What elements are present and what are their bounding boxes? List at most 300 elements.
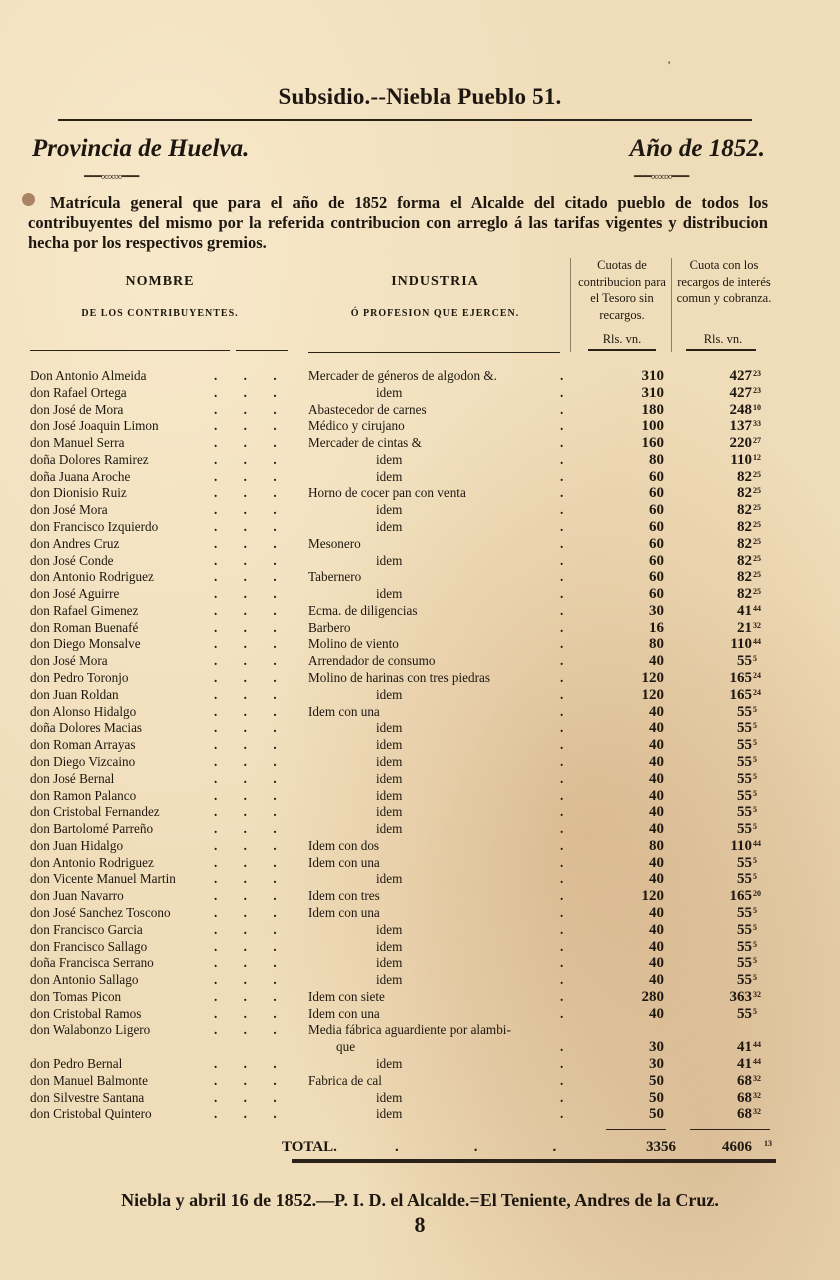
leader-dots: . . . [214,737,277,753]
quota-2-cell: 55 [737,921,752,938]
quota-2-cell: 110 [730,451,752,468]
quota-2-cents: 5 [753,805,757,815]
industry-cell: Tabernero [308,569,362,585]
page-number: 8 [414,1212,426,1237]
quota-2-cell: 55 [737,703,752,720]
leader-dots: . [560,451,564,467]
table-row [0,1039,840,1056]
name-column-subtitle: DE LOS CONTRIBUYENTES. [81,308,239,319]
quota-2-cell: 68 [737,1106,752,1123]
industry-cell: idem [376,1089,403,1105]
total-rule-1 [606,1129,666,1130]
quota-2-cents: 5 [753,721,757,731]
table-row [0,519,840,536]
quota-2-cents: 5 [753,905,757,915]
leader-dots: . . . [214,1005,277,1021]
table-row [0,502,840,519]
table-row [0,788,840,805]
contributor-name: don Walabonzo Ligero [30,1022,151,1038]
contributor-name: don Dionisio Ruiz [30,485,127,501]
quota-2-cents: 32 [753,1107,761,1117]
quota-1-cell: 30 [649,1055,664,1072]
contributor-name: don José de Mora [30,401,124,417]
quota-2-cell: 220 [729,435,752,452]
industry-cell: idem [376,451,403,467]
industry-cell: Ecma. de diligencias [308,602,418,618]
quota-1-cell: 16 [649,619,664,636]
quota-2-cents: 44 [753,1040,761,1050]
quota-2-cents: 32 [753,1090,761,1100]
table-row [0,653,840,670]
industry-cell: idem [376,804,403,820]
leader-dots: . [560,1055,564,1071]
ornament-right-icon: ━━━∞∞∞━━━ [634,171,689,183]
contributor-name: doña Dolores Macias [30,720,143,736]
leader-dots: . [560,1072,564,1088]
leader-dots: . . . [214,888,277,904]
leader-dots: . [560,384,564,400]
quota-2-cents: 5 [753,939,757,949]
leader-dots: . . . [214,1072,277,1088]
bottom-thick-rule [292,1159,776,1163]
table-row [0,754,840,771]
table-row [0,636,840,653]
table-row [0,1006,840,1023]
year-label: Año de 1852. [629,135,765,162]
industry-cell: Mercader de cintas & [308,435,422,451]
quota-2-cents: 44 [753,637,761,647]
leader-dots: . . . [214,368,277,383]
leader-dots: . [560,871,564,887]
industry-cell: Molino de viento [308,636,399,652]
quota-1-cell: 60 [649,485,664,502]
industry-cell: que [336,1039,356,1055]
leader-dots: . [560,519,564,535]
contributor-name: doña Dolores Ramirez [30,451,149,467]
quota-1-cell: 40 [649,904,664,921]
industry-cell: Media fábrica aguardiente por alambi- [308,1022,511,1038]
quota-2-cents: 5 [753,654,757,664]
industry-cell: idem [376,384,403,400]
quota-1-cell: 40 [649,787,664,804]
quota-2-cell: 55 [737,904,752,921]
contributor-name: don Juan Roldan [30,686,119,702]
leader-dots: . . . [214,1106,277,1122]
industry-cell: idem [376,955,403,971]
table-row [0,737,840,754]
quota-2-cents: 44 [753,838,761,848]
page-title: Subsidio.--Niebla Pueblo 51. [278,84,562,109]
industry-cell: Abastecedor de carnes [308,401,427,417]
quota-2-cell: 41 [737,1039,752,1056]
contributor-name: don Alonso Hidalgo [30,703,137,719]
leader-dots: . . . [214,938,277,954]
table-row [0,939,840,956]
contributor-name: don Rafael Ortega [30,384,127,400]
quota-1-cell: 40 [649,938,664,955]
quota-2-cell: 55 [737,787,752,804]
quota-2-cents: 5 [753,872,757,882]
quota-2-cell: 41 [737,1055,752,1072]
contributor-name: don Silvestre Santana [30,1089,145,1105]
quota-2-cell: 248 [729,401,752,418]
industry-cell: idem [376,519,403,535]
leader-dots: . . . [214,418,277,434]
contributor-name: don Juan Hidalgo [30,837,124,853]
leader-dots: . [560,787,564,803]
quota-2-cents: 33 [753,419,761,429]
leader-dots: . . . [214,871,277,887]
leader-dots: . . . [214,854,277,870]
industry-cell: Barbero [308,619,351,635]
industry-cell: Idem con dos [308,837,380,853]
quota-1-cell: 40 [649,821,664,838]
industry-cell: idem [376,502,403,518]
quota-2-cents: 25 [753,570,761,580]
quota-1-cell: 120 [641,686,664,703]
quota-2-cents: 5 [753,754,757,764]
leader-dots: . [560,720,564,736]
leader-dots: . . . [214,619,277,635]
quota-2-cents: 5 [753,738,757,748]
quota-1-cell: 50 [649,1072,664,1089]
quota-2-cell: 55 [737,804,752,821]
quota-2-cell: 55 [737,871,752,888]
table-row [0,586,840,603]
table-row [0,1106,840,1123]
leader-dots: . . . [214,586,277,602]
leader-dots: . [560,837,564,853]
total-quota-1: 3356 [646,1139,676,1155]
quota-2-cell: 110 [730,837,752,854]
quota-2-cents: 32 [753,1073,761,1083]
quota-1-cell: 30 [649,1039,664,1056]
leader-dots: . . . [214,686,277,702]
leader-dots: . . . [214,1089,277,1105]
leader-dots: . [560,821,564,837]
contributor-name: don Manuel Balmonte [30,1072,148,1088]
leader-dots: . . . [214,703,277,719]
quota-2-cell: 55 [737,753,752,770]
leader-dots: . . . [214,1022,277,1038]
quota-1-cell: 40 [649,720,664,737]
quota-2-cents: 23 [753,385,761,395]
contributor-name: don Cristobal Ramos [30,1005,142,1021]
quota-2-cell: 55 [737,972,752,989]
quota-2-cents: 44 [753,603,761,613]
contributor-name: don Diego Monsalve [30,636,141,652]
province-label: Provincia de Huelva. [32,135,250,162]
leader-dots: . [560,938,564,954]
table-row [0,1056,840,1073]
contributor-name: doña Juana Aroche [30,468,131,484]
leader-dots: . [560,888,564,904]
leader-dots: . [560,904,564,920]
quota-2-cents: 25 [753,486,761,496]
table-row [0,385,840,402]
leader-dots: . . . [214,485,277,501]
contributor-name: Don Antonio Almeida [30,368,147,383]
industry-cell: idem [376,972,403,988]
quota-2-cell: 82 [737,502,752,519]
quota-1-header: Cuotas de contribucion para el Tesoro sin recargos. [578,258,666,322]
quota-2-cents: 5 [753,822,757,832]
quota-2-cell: 55 [737,737,752,754]
leader-dots: . . . [214,972,277,988]
quota-2-cents: 25 [753,536,761,546]
quota-2-cell: 427 [729,384,752,401]
leader-dots: . [560,485,564,501]
leader-dots: . [560,988,564,1004]
quota-2-cents: 32 [753,620,761,630]
contributor-name: don Pedro Toronjo [30,670,129,686]
quota-1-unit: Rls. vn. [602,332,642,346]
quota-2-cell: 82 [737,569,752,586]
leader-dots: . . . [214,384,277,400]
quota-2-cell: 55 [737,653,752,670]
quota-1-cell: 120 [641,670,664,687]
industry-cell: idem [376,871,403,887]
leader-dots: . . . [214,904,277,920]
leader-dots: . [560,703,564,719]
leader-dots: . [560,602,564,618]
total-rule-2 [690,1129,770,1130]
quota-2-cell: 41 [737,602,752,619]
quota-2-cell: 68 [737,1089,752,1106]
quota-1-cell: 120 [641,888,664,905]
total-label: TOTAL. [282,1139,337,1155]
quota-2-cell: 165 [729,670,752,687]
table-row [0,485,840,502]
table-row [0,888,840,905]
quota-1-cell: 40 [649,770,664,787]
table-row [0,469,840,486]
quota-1-cell: 40 [649,955,664,972]
quota-2-cell: 21 [737,619,752,636]
leader-dots: . . . [214,502,277,518]
leader-dots: . . . [214,787,277,803]
table-row [0,1090,840,1107]
table-row [0,905,840,922]
quota-2-unit: Rls. vn. [703,332,743,346]
leader-dots: . . . [214,435,277,451]
leader-dots: . [560,368,564,383]
quota-1-cell: 40 [649,804,664,821]
ornament-left-icon: ━━━∞∞∞━━━ [84,171,139,183]
table-row [0,418,840,435]
table-row [0,720,840,737]
leader-dots: . . . [214,552,277,568]
quota-2-cents: 5 [753,704,757,714]
contributor-name: don José Mora [30,653,108,669]
industry-cell: idem [376,586,403,602]
table-row [0,922,840,939]
quota-2-cents: 25 [753,469,761,479]
leader-dots: . . . [214,401,277,417]
table-row [0,368,840,385]
table-row [0,452,840,469]
contributor-name: don José Conde [30,552,114,568]
leader-dots: . . . [214,636,277,652]
industry-cell: Arrendador de consumo [308,653,436,669]
quota-1-cell: 60 [649,502,664,519]
leader-dots: . [560,569,564,585]
industry-cell: idem [376,552,403,568]
quota-2-cell: 55 [737,854,752,871]
intro-paragraph: Matrícula general que para el año de 1852 forma el Alcalde del citado pueblo de todos los contribuyentes del mismo por la referida contribucion con arreglo á las tarifas vigentes y distribucion hecha por los respectivos gremios. [28,193,768,252]
leader-dots: . [560,535,564,551]
industry-cell: idem [376,720,403,736]
leader-dots: . . . [214,468,277,484]
leader-dots: . . . [214,988,277,1004]
contributor-name: doña Francisca Serrano [30,955,154,971]
contributor-name: don Juan Navarro [30,888,124,904]
industry-cell: idem [376,753,403,769]
leader-dots: . . . [214,720,277,736]
quota-2-cell: 55 [737,955,752,972]
quota-1-cell: 80 [649,451,664,468]
table-row [0,838,840,855]
leader-dots: . [560,770,564,786]
quota-2-cents: 5 [753,771,757,781]
table-row [0,771,840,788]
leader-dots: . [560,804,564,820]
contributor-name: don José Mora [30,502,108,518]
quota-2-cents: 5 [753,788,757,798]
industry-cell: idem [376,770,403,786]
leader-dots: . [560,1089,564,1105]
quota-1-cell: 60 [649,569,664,586]
leader-dots: . [560,502,564,518]
quota-2-cents: 5 [753,855,757,865]
quota-1-cell: 160 [641,435,664,452]
leader-dots: . [560,670,564,686]
quota-1-cell: 310 [641,384,664,401]
leader-dots: . [560,972,564,988]
leader-dots: . . . [214,519,277,535]
industry-cell: idem [376,737,403,753]
table-row [0,536,840,553]
leader-dots: . [560,955,564,971]
quota-2-cents: 10 [753,402,761,412]
quota-2-cell: 137 [729,418,752,435]
quota-1-cell: 40 [649,871,664,888]
industry-cell: idem [376,1106,403,1122]
quota-1-cell: 40 [649,1005,664,1022]
leader-dots: . . . [214,535,277,551]
quota-1-cell: 40 [649,653,664,670]
quota-2-cell: 363 [729,988,752,1005]
quota-1-cell: 40 [649,972,664,989]
leader-dots: . [560,854,564,870]
quota-1-cell: 50 [649,1089,664,1106]
quota-2-cents: 25 [753,520,761,530]
quota-1-cell: 60 [649,586,664,603]
quota-1-cell: 30 [649,602,664,619]
leader-dots: . . . [214,753,277,769]
industry-cell: idem [376,686,403,702]
leader-dots: . [560,1106,564,1122]
quota-2-cell: 55 [737,938,752,955]
quota-1-cell: 80 [649,837,664,854]
leader-dots: . [560,653,564,669]
quota-2-cell: 82 [737,519,752,536]
table-row [0,955,840,972]
quota-2-cents: 12 [753,452,761,462]
leader-dots: . . . [214,602,277,618]
quota-1-cell: 280 [641,988,664,1005]
quota-1-cell: 40 [649,703,664,720]
industry-cell: Idem con tres [308,888,380,904]
contributor-name: don José Aguirre [30,586,120,602]
quota-2-cell: 55 [737,720,752,737]
quota-2-cell: 55 [737,821,752,838]
leader-dots: . . . [214,804,277,820]
contributor-name: don Manuel Serra [30,435,125,451]
leader-dots: . [560,753,564,769]
contributor-name: don Francisco Garcia [30,921,143,937]
quota-2-cents: 5 [753,922,757,932]
contributor-name: don Rafael Gimenez [30,602,139,618]
quota-2-cell: 110 [730,636,752,653]
contributor-name: don Francisco Sallago [30,938,148,954]
contributor-name: don José Joaquin Limon [30,418,159,434]
leader-dots: . [560,586,564,602]
quota-1-cell: 50 [649,1106,664,1123]
contributor-name: don Francisco Izquierdo [30,519,159,535]
total-dots: . . . [395,1139,557,1155]
contributor-name: don Antonio Sallago [30,972,139,988]
quota-1-cell: 180 [641,401,664,418]
leader-dots: . . . [214,1055,277,1071]
contributor-name: don José Bernal [30,770,115,786]
quota-2-cents: 5 [753,1006,757,1016]
quota-2-cents: 27 [753,436,761,446]
quota-2-cell: 165 [729,888,752,905]
industry-cell: Idem con una [308,904,380,920]
quota-2-cents: 44 [753,1056,761,1066]
industry-cell: Mercader de géneros de algodon &. [308,368,497,383]
industry-column-title: INDUSTRIA [391,274,479,289]
quota-1-cell: 310 [641,368,664,384]
industry-cell: idem [376,938,403,954]
quota-2-cell: 68 [737,1072,752,1089]
leader-dots: . . . [214,653,277,669]
leader-dots: . [560,401,564,417]
quota-2-cell: 82 [737,586,752,603]
contributor-name: don Ramon Palanco [30,787,137,803]
leader-dots: . . . [214,670,277,686]
table-row [0,687,840,704]
table-row [0,989,840,1006]
leader-dots: . [560,468,564,484]
leader-dots: . [560,686,564,702]
quota-2-header: Cuota con los recargos de interés comun y cobranza. [676,258,772,305]
leader-dots: . . . [214,837,277,853]
contributor-name: don Tomas Picon [30,988,122,1004]
contributor-name: don Bartolomé Parreño [30,821,154,837]
quota-1-cell: 80 [649,636,664,653]
contributor-name: don José Sanchez Toscono [30,904,171,920]
quota-1-cell: 100 [641,418,664,435]
quota-2-cell: 82 [737,535,752,552]
industry-cell: idem [376,787,403,803]
table-row [0,821,840,838]
leader-dots: . [560,737,564,753]
quota-2-cell: 165 [729,686,752,703]
quota-2-cell: 55 [737,770,752,787]
industry-cell: Idem con siete [308,988,385,1004]
